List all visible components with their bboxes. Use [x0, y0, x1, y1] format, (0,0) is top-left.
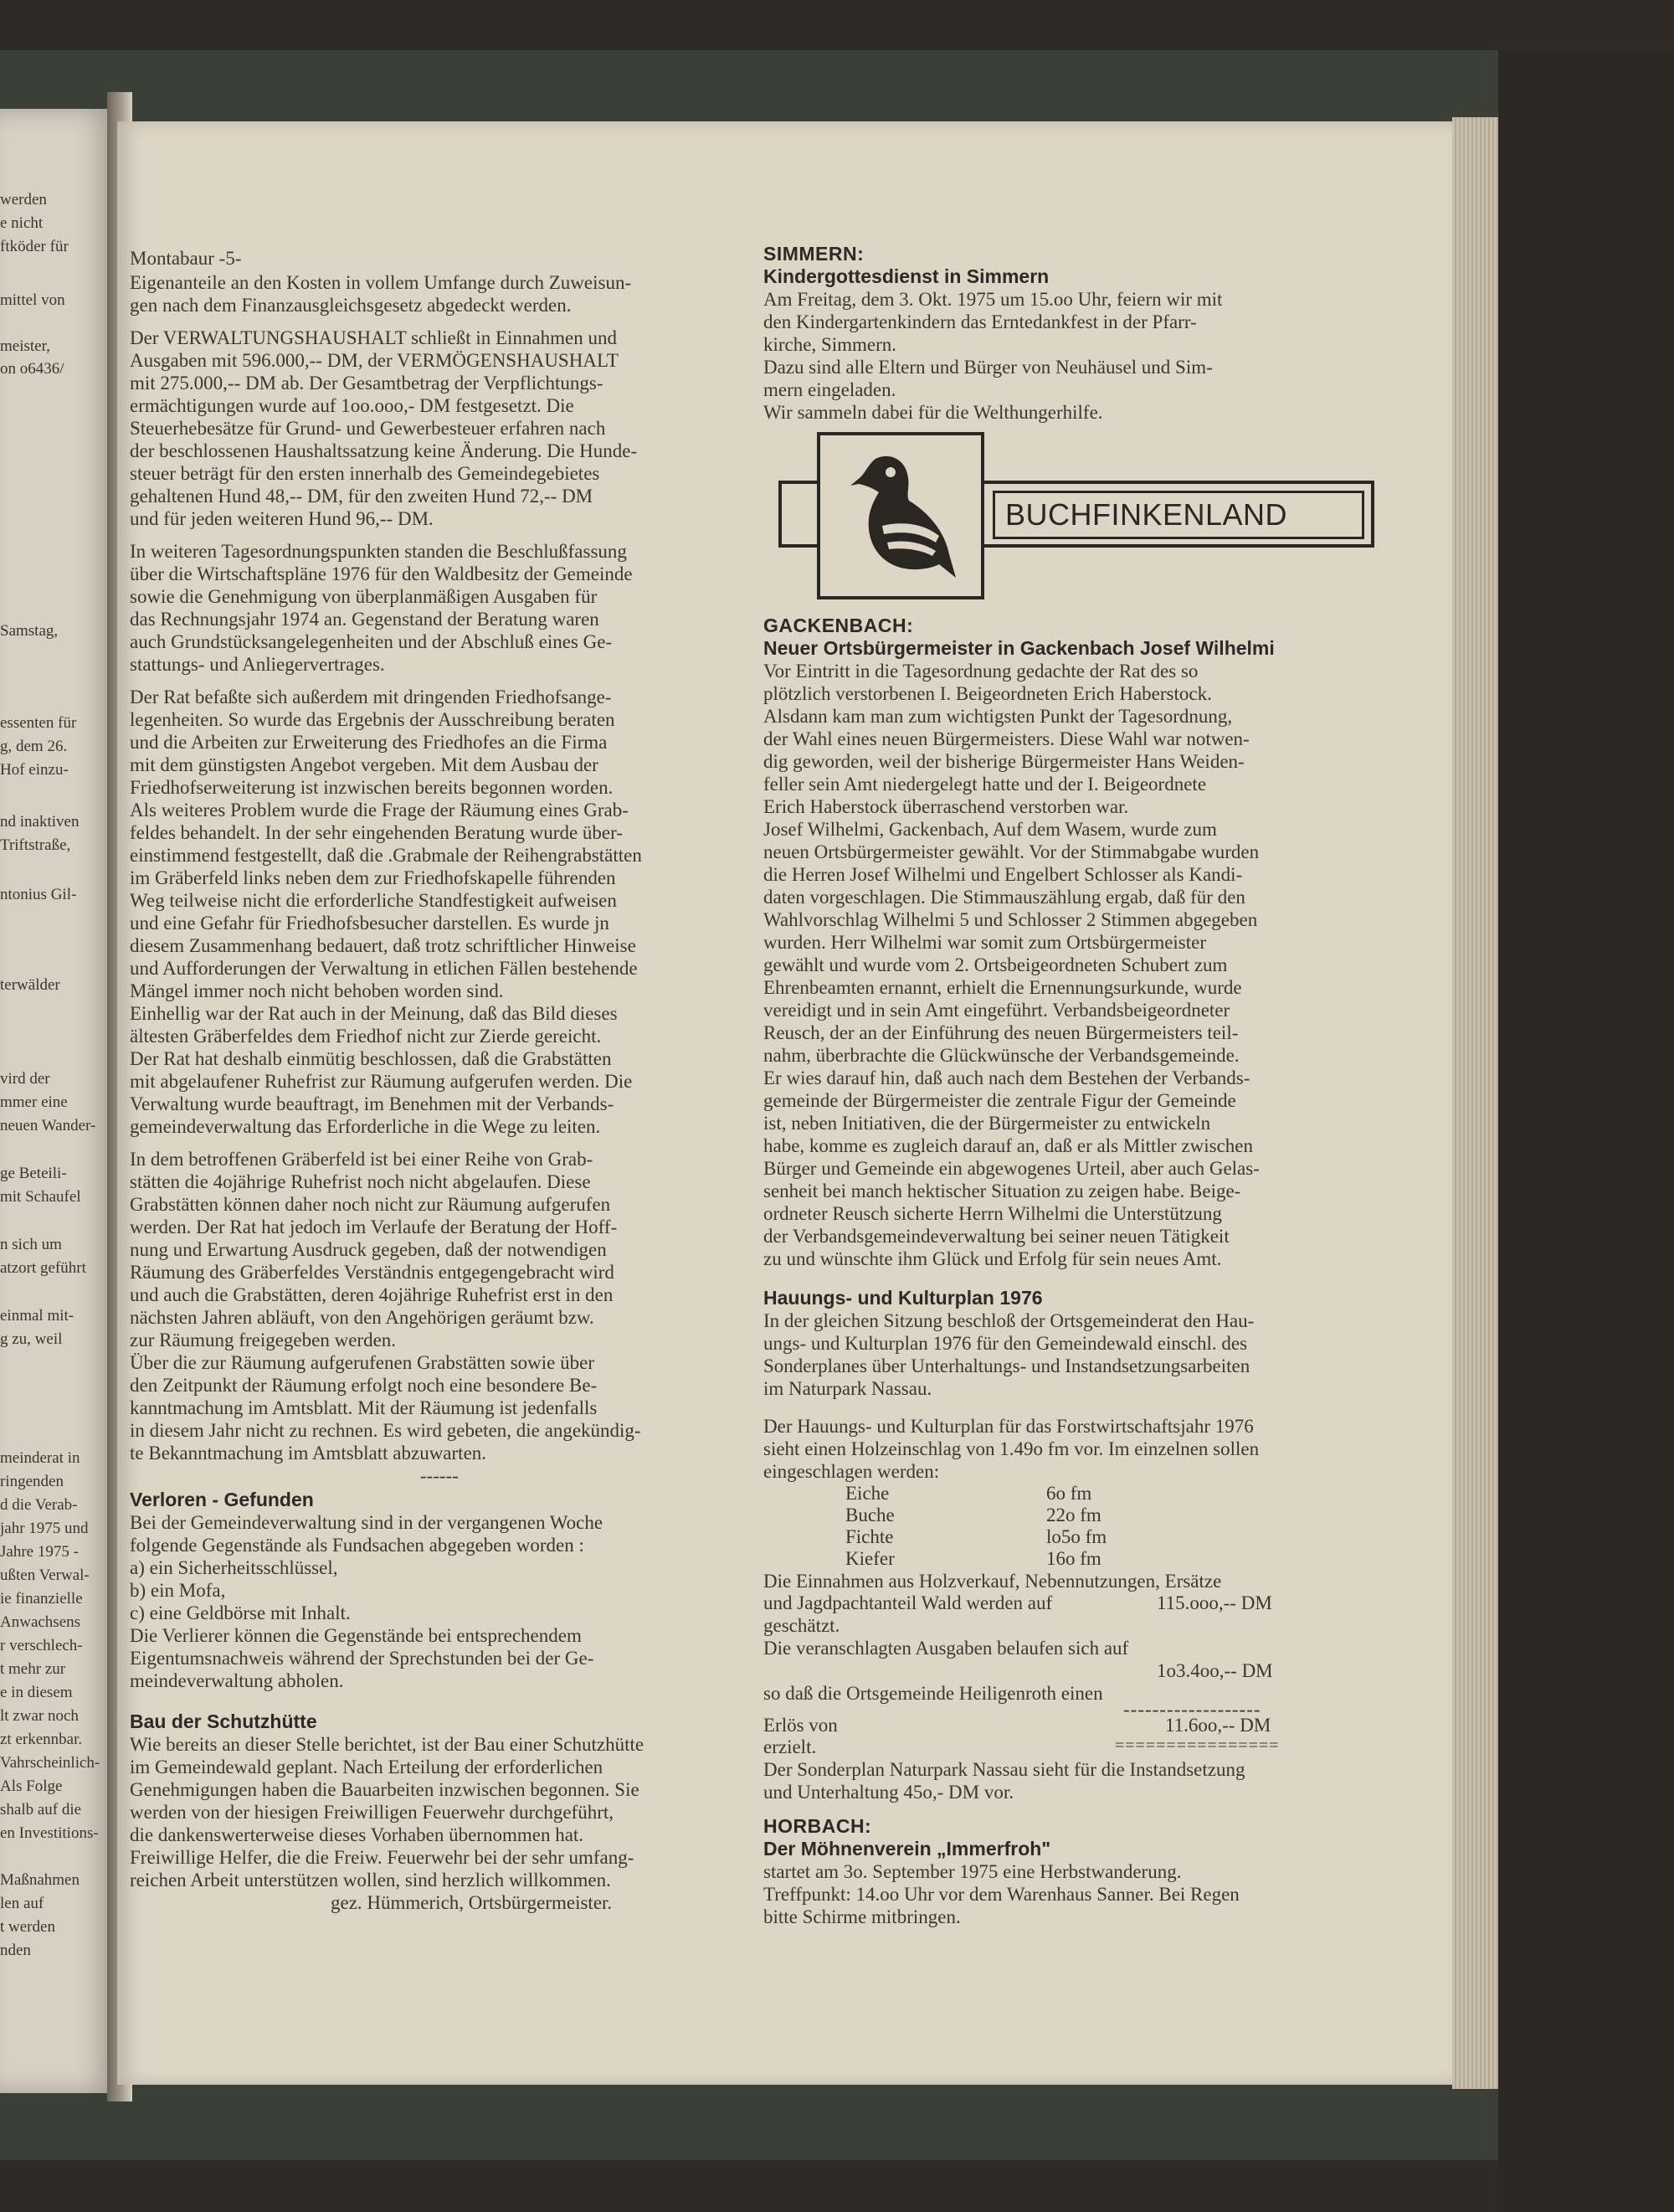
- text-line: der Wahl eines neuen Bürgermeisters. Diese Wahl war notwen-: [763, 728, 1250, 749]
- text-line: Bürger und Gemeinde ein abgewogenes Urteil, aber auch Gelas-: [763, 1158, 1260, 1179]
- wood-row: [845, 1483, 1374, 1505]
- fragment-line: en Investitions-: [0, 1824, 99, 1842]
- gackenbach-heading: GACKENBACH:: [763, 615, 914, 636]
- text-line: ermächtigungen wurde auf 1oo.ooo,- DM festgesetzt. Die: [130, 395, 574, 416]
- text-line: einstimmend festgestellt, daß die .Grabmale der Reihengrabstätten: [130, 845, 642, 866]
- paragraph-lost-found: [130, 1511, 749, 1692]
- text-line: Der Rat befaßte sich außerdem mit dringenden Friedhofsange-: [130, 687, 612, 707]
- text-line: Der Sonderplan Naturpark Nassau sieht für die Instandsetzung: [763, 1759, 1245, 1780]
- wood-name: Eiche: [845, 1483, 890, 1504]
- text-line: zur Räumung freigegeben werden.: [130, 1330, 397, 1350]
- text-line: mit abgelaufener Ruhefrist zur Räumung aufgerufen werden. Die: [130, 1071, 633, 1092]
- fragment-line: mittel von: [0, 291, 65, 309]
- text-line: mern eingeladen.: [763, 379, 896, 400]
- text-line: Am Freitag, dem 3. Okt. 1975 um 15.oo Uhr, feiern wir mit: [763, 289, 1223, 310]
- page-edges: [1452, 117, 1498, 2089]
- text-line: te Bekanntmachung im Amtsblatt abzuwarten.: [130, 1443, 487, 1464]
- wood-row: [845, 1548, 1374, 1570]
- text-line: bitte Schirme mitbringen.: [763, 1906, 961, 1927]
- text-line: den Zeitpunkt der Räumung erfolgt noch eine besondere Be-: [130, 1375, 598, 1396]
- fragment-line: mit Schaufel: [0, 1188, 81, 1206]
- text-line: Der Rat hat deshalb einmütig beschlossen, daß die Grabstätten: [130, 1048, 612, 1069]
- fragment-line: Samstag,: [0, 622, 59, 640]
- fragment-line: jahr 1975 und: [0, 1520, 89, 1537]
- text-line: die dankenswerterweise dieses Vorhaben übernommen hat.: [130, 1824, 584, 1845]
- text-line: Wahlvorschlag Wilhelmi 5 und Schlosser 2 Stimmen abgegeben: [763, 909, 1258, 930]
- text-line: Treffpunkt: 14.oo Uhr vor dem Warenhaus Sanner. Bei Regen: [763, 1884, 1240, 1905]
- simmern-heading: SIMMERN:: [763, 243, 865, 265]
- logo-text: BUCHFINKENLAND: [993, 491, 1364, 539]
- fragment-line: d die Verab-: [0, 1496, 78, 1514]
- text-line: in diesem Jahr nicht zu rechnen. Es wird gebeten, die angekündig-: [130, 1420, 641, 1441]
- erloes-label: Erlös von: [763, 1715, 838, 1736]
- text-line: Alsdann kam man zum wichtigsten Punkt der Tagesordnung,: [763, 706, 1233, 727]
- text-line: auch Grundstücksangelegenheiten und der Abschluß eines Ge-: [130, 631, 613, 652]
- fragment-line: t mehr zur: [0, 1660, 66, 1678]
- text-line: ordneter Reusch sicherte Herrn Wilhelmi die Unterstützung: [763, 1203, 1222, 1224]
- text-line: Der VERWALTUNGSHAUSHALT schließt in Einnahmen und: [130, 327, 618, 348]
- text-line: Die Verlierer können die Gegenstände bei entsprechendem: [130, 1625, 582, 1646]
- text-line: die Herren Josef Wilhelmi und Engelbert Schlosser als Kandi-: [763, 864, 1243, 885]
- text-line: stattungs- und Anliegervertrages.: [130, 654, 385, 675]
- fragment-line: Maßnahmen: [0, 1871, 80, 1889]
- text-line: In der gleichen Sitzung beschloß der Ortsgemeinderat den Hau-: [763, 1310, 1255, 1331]
- text-line: Steuerhebesätze für Grund- und Gewerbesteuer erfahren nach: [130, 418, 606, 439]
- fragment-line: einmal mit-: [0, 1307, 74, 1325]
- lost-found-heading: Verloren - Gefunden: [130, 1489, 314, 1510]
- fragment-line: ie finanzielle: [0, 1590, 83, 1608]
- paragraph-cemetery: [130, 686, 749, 1138]
- paragraph-agenda: [130, 540, 749, 676]
- paragraph-einnahmen: [763, 1570, 1374, 1637]
- text-line: gemeinde der Bürgermeister die zentrale Figur der Gemeinde: [763, 1090, 1236, 1111]
- text-line: und Jagdpachtanteil Wald werden auf: [763, 1592, 1053, 1613]
- text-line: im Naturpark Nassau.: [763, 1378, 932, 1399]
- paragraph-hauung-1: [763, 1309, 1374, 1400]
- text-line: daten vorgeschlagen. Die Stimmauszählung ergab, daß für den: [763, 887, 1245, 908]
- text-line: stätten die 4ojährige Ruhefrist noch nicht abgelaufen. Diese: [130, 1171, 591, 1192]
- paragraph-budget: [130, 327, 749, 530]
- ausgaben-text: Die veranschlagten Ausgaben belaufen sich auf: [763, 1638, 1129, 1659]
- ausgaben-value: 1o3.4oo,-- DM: [1157, 1660, 1273, 1681]
- fragment-line: e nicht: [0, 214, 44, 232]
- text-line: wurden. Herr Wilhelmi war somit zum Ortsbürgermeister: [763, 932, 1207, 953]
- wood-amount: 16o fm: [1046, 1548, 1101, 1569]
- text-line: reichen Arbeit unterstützen wollen, sind herzlich willkommen.: [130, 1870, 611, 1890]
- paragraph-hauung-2: [763, 1415, 1374, 1483]
- fragment-line: Hof einzu-: [0, 761, 69, 779]
- fragment-line: Als Folge: [0, 1777, 63, 1795]
- text-line: Reusch, der an der Einführung des neuen Bürgermeisters teil-: [763, 1022, 1239, 1043]
- text-line: folgende Gegenstände als Fundsachen abgegeben worden :: [130, 1535, 584, 1556]
- text-line: nahm, überbrachte die Glückwünsche der Verbandsgemeinde.: [763, 1045, 1240, 1066]
- fragment-line: mmer eine: [0, 1093, 68, 1111]
- text-line: In dem betroffenen Gräberfeld ist bei einer Reihe von Grab-: [130, 1149, 593, 1170]
- wood-amount: 6o fm: [1046, 1483, 1092, 1504]
- fragment-line: Anwachsens: [0, 1613, 81, 1631]
- left-column: [130, 247, 749, 1914]
- text-line: nung und Erwartung Ausdruck gegeben, daß der notwendigen: [130, 1239, 607, 1260]
- simmern-subheading: Kindergottesdienst in Simmern: [763, 265, 1050, 287]
- fragment-line: ge Beteili-: [0, 1165, 67, 1182]
- text-line: Eigenanteile an den Kosten in vollem Umfange durch Zuweisun-: [130, 272, 632, 293]
- text-line: Über die zur Räumung aufgerufenen Grabstätten sowie über: [130, 1352, 594, 1373]
- fragment-line: meister,: [0, 337, 50, 355]
- text-line: mit dem günstigsten Angebot vergeben. Mit dem Ausbau der: [130, 754, 598, 775]
- paragraph-simmern: [763, 288, 1374, 424]
- text-line: Einhellig war der Rat auch in der Meinung, daß das Bild dieses: [130, 1003, 618, 1024]
- text-line: und Unterhaltung 45o,- DM vor.: [763, 1782, 1014, 1803]
- paragraph-sonderplan: [763, 1758, 1374, 1803]
- text-line: ältesten Gräberfeldes dem Friedhof nicht zur Zierde gereicht.: [130, 1026, 602, 1047]
- text-line: über die Wirtschaftspläne 1976 für den Waldbesitz der Gemeinde: [130, 563, 633, 584]
- text-line: b) ein Mofa,: [130, 1580, 226, 1601]
- text-line: sieht einen Holzeinschlag von 1.49o fm vor. Im einzelnen sollen: [763, 1438, 1260, 1459]
- wood-row: [845, 1505, 1374, 1526]
- text-line: Vor Eintritt in die Tagesordnung gedachte der Rat des so: [763, 661, 1199, 682]
- text-line: Mängel immer noch nicht behoben worden sind.: [130, 980, 504, 1001]
- text-line: gemeindeverwaltung das Erforderliche in die Wege zu leiten.: [130, 1116, 601, 1137]
- text-line: und für jeden weiteren Hund 96,-- DM.: [130, 508, 434, 529]
- text-line: gewählt und wurde vom 2. Ortsbeigeordneten Schubert zum: [763, 954, 1228, 975]
- fragment-line: Triftstraße,: [0, 836, 71, 854]
- text-line: feller sein Amt niedergelegt hatte und der I. Beigeordnete: [763, 774, 1207, 795]
- finch-icon: [845, 452, 963, 586]
- text-line: Grabstätten können daher noch nicht zur Räumung aufgerufen: [130, 1194, 611, 1215]
- text-line: eingeschlagen werden:: [763, 1461, 940, 1482]
- text-line: vereidigt und in sein Amt eingeführt. Verbandsbeigeordneter: [763, 1000, 1230, 1021]
- fragment-line: ftköder für: [0, 238, 69, 255]
- fragment-line: zt erkennbar.: [0, 1731, 83, 1748]
- text-line: werden. Der Rat hat jedoch im Verlaufe der Beratung der Hoff-: [130, 1217, 618, 1237]
- paragraph-graves: [130, 1148, 749, 1464]
- signature: gez. Hümmerich, Ortsbürgermeister.: [331, 1892, 613, 1913]
- einnahmen-value: 115.ooo,-- DM: [1157, 1592, 1272, 1613]
- text-line: Er wies darauf hin, daß auch nach dem Bestehen der Verbands-: [763, 1067, 1250, 1088]
- text-line: diesem Zusammenhang bedauert, daß trotz schriftlicher Hinweise: [130, 935, 636, 956]
- fragment-line: t werden: [0, 1918, 55, 1936]
- text-line: a) ein Sicherheitsschlüssel,: [130, 1557, 338, 1578]
- text-line: Die Einnahmen aus Holzverkauf, Nebennutzungen, Ersätze: [763, 1571, 1222, 1592]
- text-line: und Aufforderungen der Verwaltung in etlichen Fällen bestehende: [130, 958, 638, 979]
- fragment-line: nd inaktiven: [0, 813, 80, 831]
- text-line: im Gräberfeld links neben dem zur Friedhofskapelle führenden: [130, 867, 616, 888]
- text-line: gen nach dem Finanzausgleichsgesetz abgedeckt werden.: [130, 295, 572, 316]
- text-line: feldes behandelt. In der sehr eingehenden Beratung wurde über-: [130, 822, 623, 843]
- paragraph-gackenbach: [763, 660, 1374, 1270]
- right-column: [763, 243, 1374, 1928]
- fragment-line: len auf: [0, 1895, 44, 1912]
- text-line: kanntmachung im Amtsblatt. Mit der Räumung ist jedenfalls: [130, 1397, 598, 1418]
- text-line: den Kindergartenkindern das Erntedankfest in der Pfarr-: [763, 311, 1197, 332]
- buchfinkenland-logo: [778, 432, 1381, 599]
- shelter-heading: Bau der Schutzhütte: [130, 1710, 317, 1732]
- logo-bird-box: [817, 432, 984, 599]
- text-line: ist, neben Initiativen, die der Bürgermeister zu entwickeln: [763, 1113, 1211, 1134]
- fragment-line: Jahre 1975 -: [0, 1543, 79, 1561]
- text-line: Der Hauungs- und Kulturplan für das Forstwirtschaftsjahr 1976: [763, 1416, 1254, 1437]
- fragment-line: Vahrscheinlich-: [0, 1754, 100, 1772]
- text-line: der Verbandsgemeindeverwaltung bei seiner neuen Tätigkeit: [763, 1226, 1230, 1247]
- text-line: Erich Haberstock überraschend verstorben war.: [763, 796, 1129, 817]
- fragment-line: ntonius Gil-: [0, 886, 77, 903]
- paragraph-shelter: [130, 1733, 749, 1891]
- text-line: Bei der Gemeindeverwaltung sind in der vergangenen Woche: [130, 1512, 603, 1533]
- fragment-line: atzort geführt: [0, 1259, 86, 1277]
- fragment-line: ußten Verwal-: [0, 1566, 90, 1584]
- page-label: Montabaur -5-: [130, 248, 242, 269]
- text-line: Genehmigungen haben die Bauarbeiten inzwischen begonnen. Sie: [130, 1779, 639, 1800]
- text-line: neuen Ortsbürgermeister gewählt. Vor der Stimmabgabe wurden: [763, 841, 1260, 862]
- fragment-line: lt zwar noch: [0, 1707, 79, 1725]
- fragment-line: g, dem 26.: [0, 738, 68, 755]
- erzielt-text: erzielt.: [763, 1736, 817, 1757]
- text-line: Sonderplanes über Unterhaltungs- und Instandsetzungsarbeiten: [763, 1355, 1250, 1376]
- erzielt-row: [763, 1736, 1374, 1758]
- erloes-value: 11.6oo,-- DM: [1165, 1715, 1271, 1736]
- horbach-heading: HORBACH:: [763, 1815, 872, 1837]
- paragraph-horbach: [763, 1860, 1374, 1928]
- text-line: der beschlossenen Haushaltssatzung keine Änderung. Die Hunde-: [130, 440, 638, 461]
- hauung-heading: Hauungs- und Kulturplan 1976: [763, 1287, 1043, 1309]
- text-line: Dazu sind alle Eltern und Bürger von Neuhäusel und Sim-: [763, 357, 1213, 378]
- gackenbach-subheading: Neuer Ortsbürgermeister in Gackenbach Josef Wilhelmi: [763, 637, 1275, 659]
- text-line: ungs- und Kulturplan 1976 für den Gemeindewald einschl. des: [763, 1333, 1248, 1354]
- fragment-line: neuen Wander-: [0, 1117, 96, 1134]
- text-line: startet am 3o. September 1975 eine Herbstwanderung.: [763, 1861, 1182, 1882]
- text-line: meindeverwaltung abholen.: [130, 1670, 344, 1691]
- text-line: Ausgaben mit 596.000,-- DM, der VERMÖGENSHAUSHALT: [130, 350, 619, 371]
- text-line: Wie bereits an dieser Stelle berichtet, ist der Bau einer Schutzhütte: [130, 1734, 644, 1755]
- text-line: im Gemeindewald geplant. Nach Erteilung der erforderlichen: [130, 1757, 603, 1777]
- text-line: dig geworden, weil der bisherige Bürgermeister Hans Weiden-: [763, 751, 1245, 772]
- text-line: und auch die Grabstätten, deren 4ojährige Ruhefrist erst in den: [130, 1284, 614, 1305]
- fragment-line: r verschlech-: [0, 1637, 83, 1654]
- erloes-row: [763, 1715, 1374, 1736]
- text-line: zu und wünschte ihm Glück und Erfolg für sein neues Amt.: [763, 1248, 1222, 1269]
- text-line: Räumung des Gräberfeldes Verständnis entgegengebracht wird: [130, 1262, 614, 1283]
- equals-line: ================: [1115, 1736, 1280, 1755]
- text-line: das Rechnungsjahr 1974 an. Gegenstand der Beratung waren: [130, 609, 599, 630]
- text-line: Freiwillige Helfer, die die Freiw. Feuerwehr bei der sehr umfang-: [130, 1847, 634, 1868]
- text-line: kirche, Simmern.: [763, 334, 897, 355]
- text-line: Weg teilweise nicht die erforderliche Standfestigkeit aufweisen: [130, 890, 617, 911]
- text-line: senheit bei manch hektischer Situation zu zeigen habe. Beige-: [763, 1181, 1241, 1201]
- text-line: geschätzt.: [763, 1615, 840, 1636]
- text-line: habe, komme es zugleich darauf an, daß er als Mittler zwischen: [763, 1135, 1253, 1156]
- fragment-line: e in diesem: [0, 1684, 73, 1701]
- wood-name: Buche: [845, 1505, 895, 1525]
- background-right: [1498, 50, 1674, 2212]
- text-line: Josef Wilhelmi, Gackenbach, Auf dem Wasem, wurde zum: [763, 819, 1217, 840]
- wood-name: Fichte: [845, 1526, 894, 1547]
- text-line: gehaltenen Hund 48,-- DM, für den zweiten Hund 72,-- DM: [130, 486, 593, 507]
- separator: ------: [420, 1465, 459, 1486]
- text-line: c) eine Geldbörse mit Inhalt.: [130, 1602, 351, 1623]
- text-line: nächsten Jahren abläuft, von den Angehörigen geräumt bzw.: [130, 1307, 594, 1328]
- text-line: Wir sammeln dabei für die Welthungerhilfe.: [763, 402, 1103, 423]
- text-line: steuer beträgt für den ersten innerhalb des Gemeindegebietes: [130, 463, 600, 484]
- text-line: In weiteren Tagesordnungspunkten standen die Beschlußfassung: [130, 541, 627, 562]
- left-page-fragment: [0, 109, 117, 2093]
- fragment-line: n sich um: [0, 1236, 62, 1253]
- text-line: plötzlich verstorbenen I. Beigeordneten Erich Haberstock.: [763, 683, 1212, 704]
- text-line: sowie die Genehmigung von überplanmäßigen Ausgaben für: [130, 586, 598, 607]
- dash-line: -------------------: [1123, 1699, 1261, 1720]
- fragment-line: vird der: [0, 1070, 50, 1088]
- text-line: und die Arbeiten zur Erweiterung des Friedhofes an die Firma: [130, 732, 608, 753]
- text-line: Als weiteres Problem wurde die Frage der Räumung eines Grab-: [130, 800, 629, 820]
- text-line: mit 275.000,-- DM ab. Der Gesamtbetrag der Verpflichtungs-: [130, 373, 603, 394]
- wood-amount: lo5o fm: [1046, 1526, 1107, 1547]
- fragment-line: on o6436/: [0, 360, 64, 378]
- text-line: Eigentumsnachweis während der Sprechstunden bei der Ge-: [130, 1648, 594, 1669]
- fragment-line: nden: [0, 1942, 31, 1959]
- fragment-line: ringenden: [0, 1473, 64, 1490]
- horbach-subheading: Der Möhnenverein „Immerfroh": [763, 1838, 1051, 1860]
- text-line: und eine Gefahr für Friedhofsbesucher darstellen. Es wurde jn: [130, 913, 609, 934]
- wood-table: [763, 1483, 1374, 1570]
- wood-amount: 22o fm: [1046, 1505, 1101, 1525]
- paragraph-funding: [130, 271, 749, 316]
- wood-row: [845, 1526, 1374, 1548]
- text-line: Verwaltung wurde beauftragt, im Benehmen mit der Verbands-: [130, 1093, 614, 1114]
- einnahmen-row: [763, 1592, 1374, 1614]
- text-line: Ehrenbeamten ernannt, erhielt die Ernennungsurkunde, wurde: [763, 977, 1242, 998]
- sodass-text: so daß die Ortsgemeinde Heiligenroth einen: [763, 1683, 1103, 1704]
- fragment-line: meinderat in: [0, 1449, 80, 1467]
- fragment-line: shalb auf die: [0, 1801, 82, 1818]
- wood-name: Kiefer: [845, 1548, 895, 1569]
- text-line: Friedhofserweiterung ist inzwischen bereits begonnen worden.: [130, 777, 614, 798]
- text-line: werden von der hiesigen Freiwilligen Feuerwehr durchgeführt,: [130, 1802, 614, 1823]
- fragment-line: g zu, weil: [0, 1330, 63, 1348]
- fragment-line: terwälder: [0, 976, 60, 994]
- fragment-line: werden: [0, 191, 47, 208]
- text-line: legenheiten. So wurde das Ergebnis der Ausschreibung beraten: [130, 709, 615, 730]
- fragment-line: essenten für: [0, 714, 77, 732]
